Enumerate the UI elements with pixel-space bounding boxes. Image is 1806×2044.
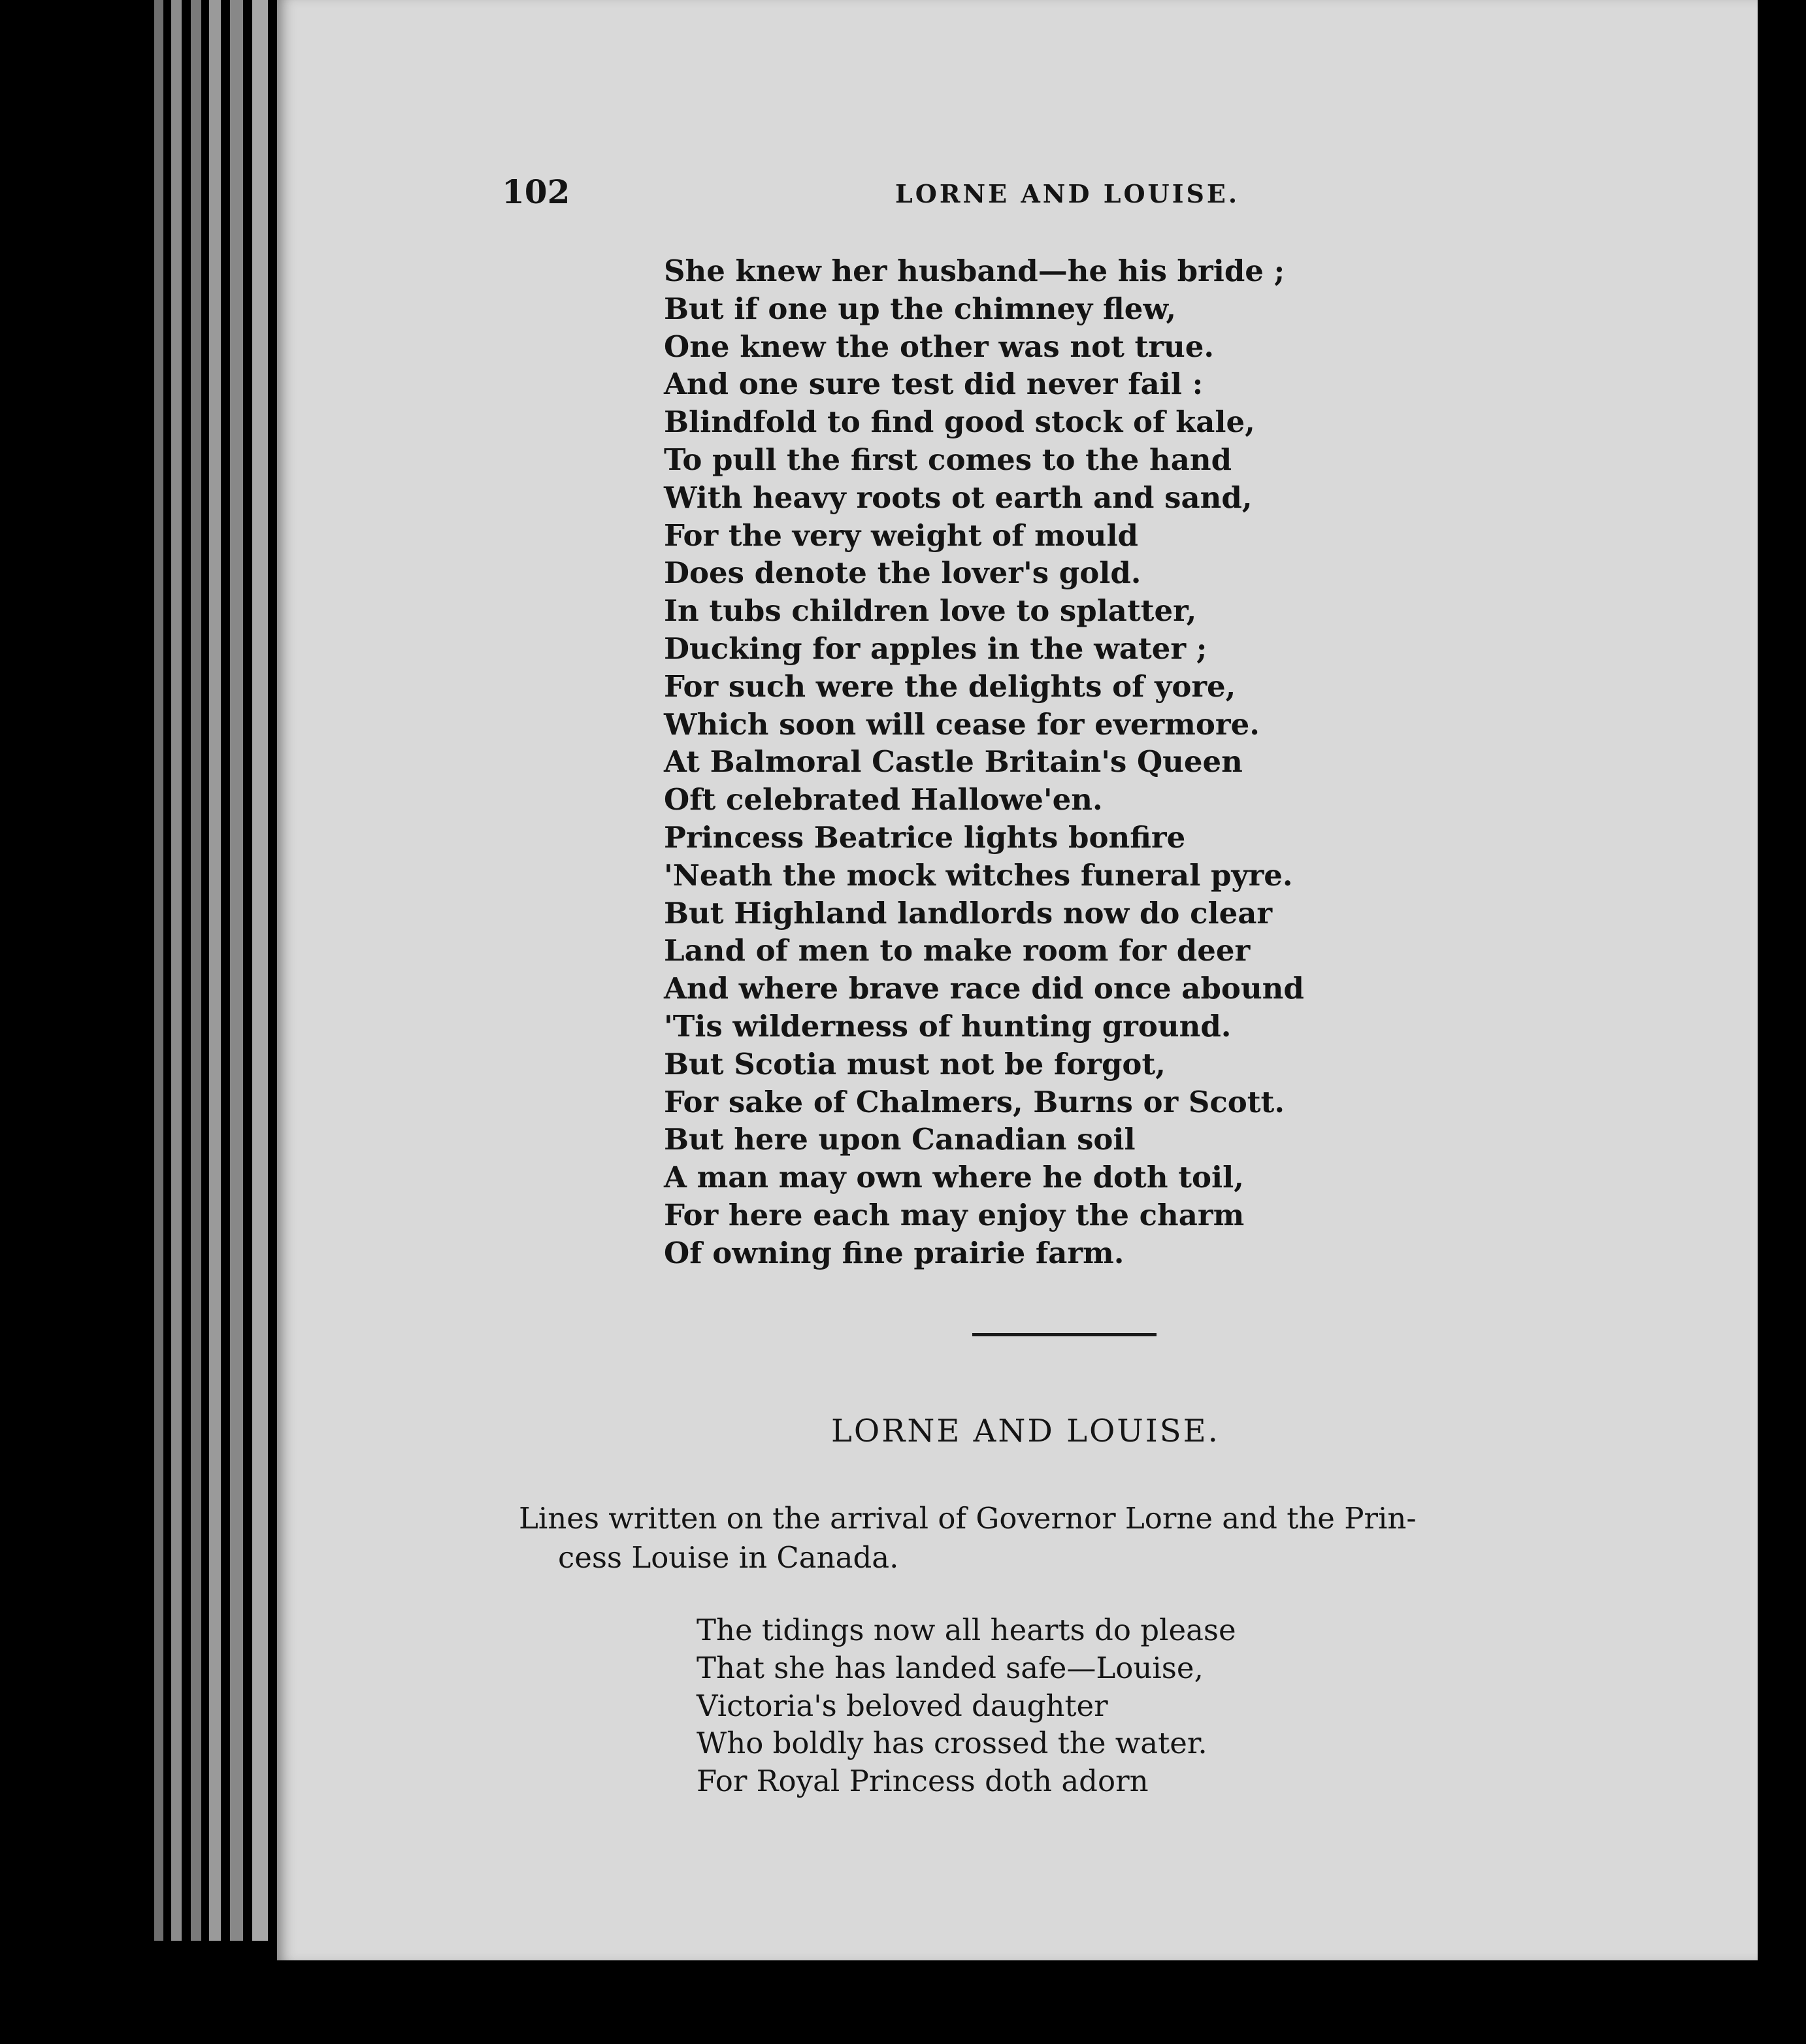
poem-line: For Royal Princess doth adorn [697, 1764, 1149, 1799]
poem-subtitle-line: cess Louise in Canada. [558, 1540, 899, 1575]
poem-line: At Balmoral Castle Britain's Queen [664, 744, 1243, 780]
poem-line: In tubs children love to splatter, [664, 593, 1197, 629]
poem-line: Blindfold to find good stock of kale, [664, 404, 1255, 440]
page-edge [171, 0, 182, 1941]
poem-line: But Highland landlords now do clear [664, 895, 1273, 931]
poem-line: Does denote the lover's gold. [664, 555, 1141, 591]
poem-line: Princess Beatrice lights bonfire [664, 819, 1186, 855]
page-edge [154, 0, 163, 1941]
poem-line: For sake of Chalmers, Burns or Scott. [664, 1084, 1285, 1119]
poem-line: But here upon Canadian soil [664, 1122, 1136, 1157]
poem-line: Oft celebrated Hallowe'en. [664, 782, 1103, 817]
poem-subtitle-line: Lines written on the arrival of Governor Lorne and the Prin- [519, 1501, 1417, 1536]
poem-line: The tidings now all hearts do please [697, 1613, 1236, 1647]
poem-line: But Scotia must not be forgot, [664, 1046, 1166, 1081]
poem-line: Ducking for apples in the water ; [664, 631, 1207, 666]
poem-line: Which soon will cease for evermore. [664, 706, 1260, 742]
poem-line: Land of men to make room for deer [664, 933, 1251, 968]
page-edge [230, 0, 243, 1941]
poem-continued [664, 252, 1304, 1272]
poem-line: Victoria's beloved daughter [697, 1688, 1108, 1723]
page-number: 102 [502, 173, 570, 211]
poem-line: And where brave race did once abound [664, 971, 1304, 1006]
poem-line: One knew the other was not true. [664, 329, 1215, 364]
poem-line: She knew her husband—he his bride ; [664, 254, 1285, 288]
poem-line: But if one up the chimney flew, [664, 291, 1177, 326]
running-title: LORNE AND LOUISE. [895, 179, 1240, 208]
poem-line: Of owning fine prairie farm. [664, 1235, 1125, 1270]
page-edge [191, 0, 201, 1941]
poem-line: For here each may enjoy the charm [664, 1197, 1245, 1232]
poem-line: A man may own where he doth toil, [664, 1160, 1244, 1195]
new-poem-lines [697, 1611, 1236, 1800]
poem-line: Who boldly has crossed the water. [697, 1726, 1207, 1761]
scan-border [1758, 0, 1806, 2044]
poem-line: 'Tis wilderness of hunting ground. [664, 1008, 1232, 1044]
poem-line: 'Neath the mock witches funeral pyre. [664, 857, 1293, 893]
poem-line: For the very weight of mould [664, 518, 1139, 553]
poem-title: LORNE AND LOUISE. [831, 1413, 1220, 1449]
section-divider [972, 1333, 1157, 1336]
poem-line: To pull the first comes to the hand [664, 442, 1232, 477]
poem-line: And one sure test did never fail : [664, 367, 1204, 402]
poem-line: For such were the delights of yore, [664, 668, 1236, 704]
poem-line: With heavy roots ot earth and sand, [664, 480, 1253, 515]
poem-line: That she has landed safe—Louise, [697, 1650, 1204, 1685]
page-edge [209, 0, 221, 1941]
page-edge [252, 0, 268, 1941]
